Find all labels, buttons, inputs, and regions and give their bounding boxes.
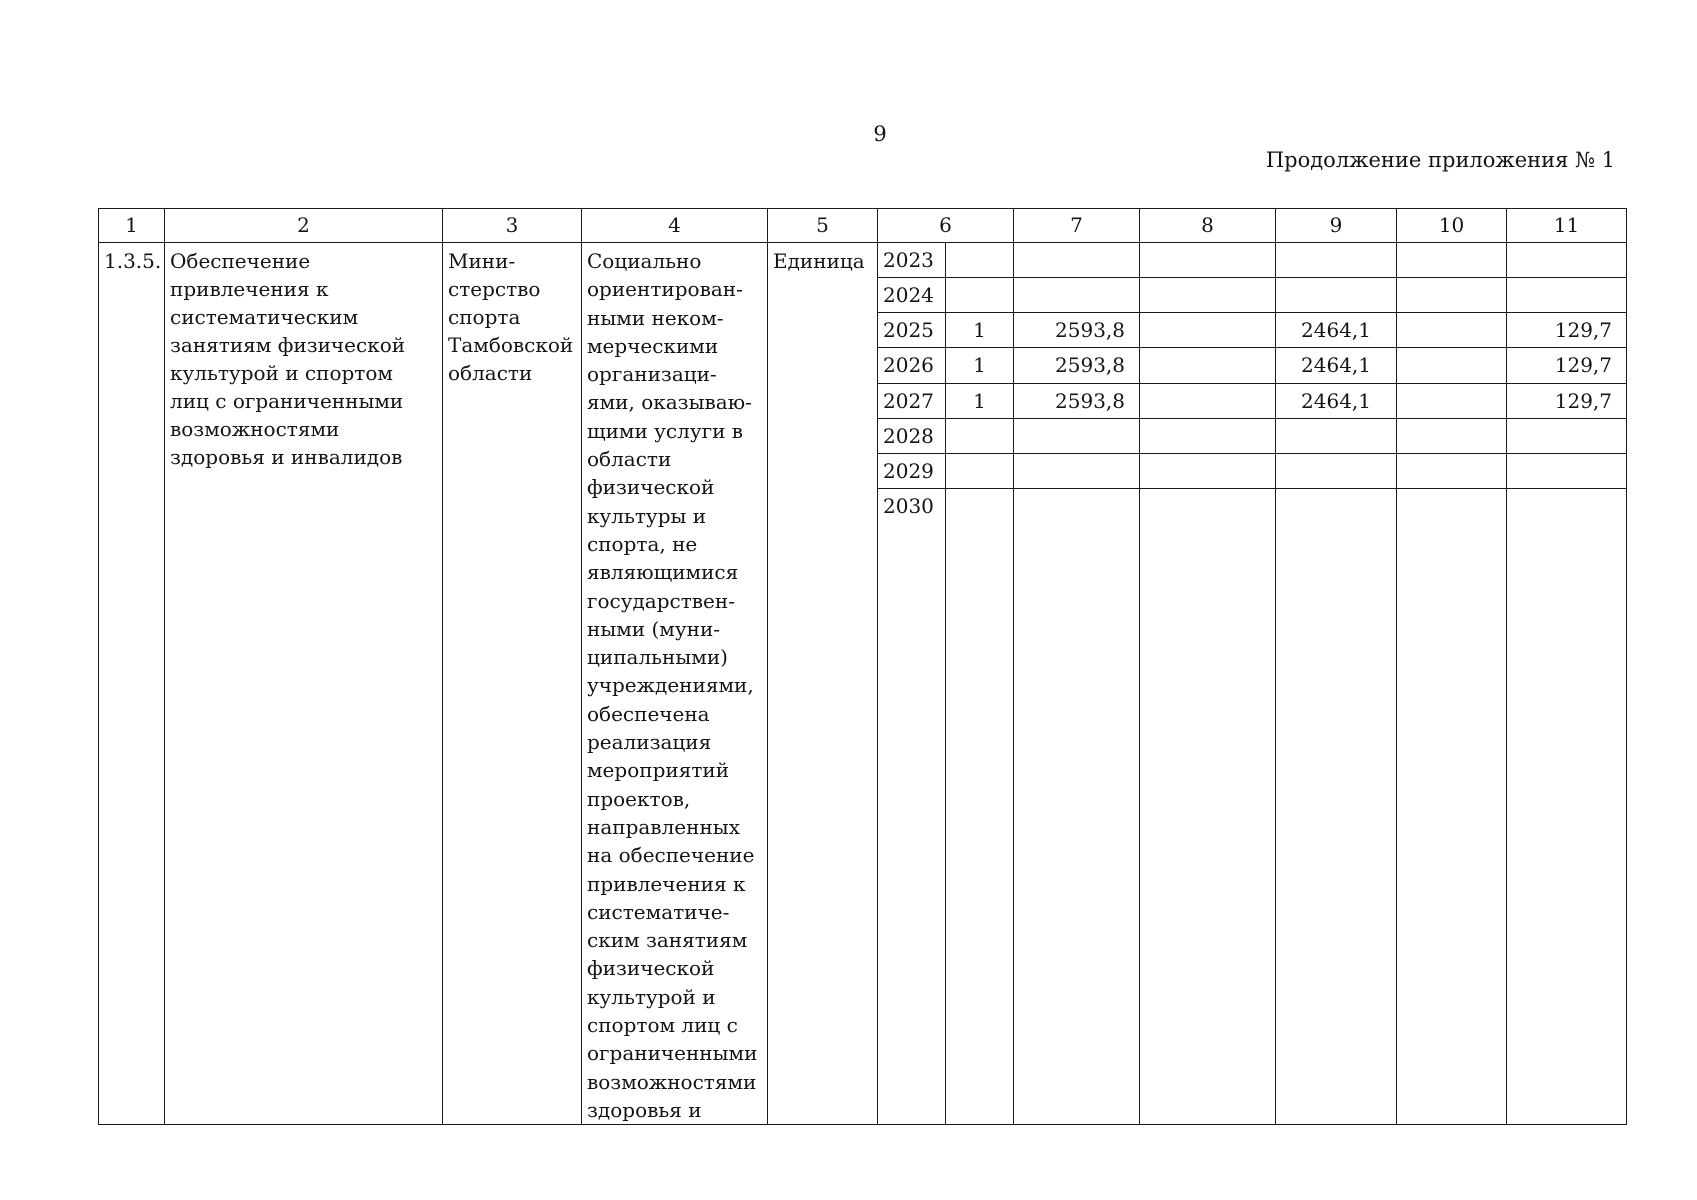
col11-cell [1507, 453, 1627, 488]
header-col-9: 9 [1276, 209, 1397, 243]
col9-cell: 2464,1 [1276, 348, 1397, 383]
year-cell: 2023 [878, 243, 946, 278]
header-col-4: 4 [582, 209, 768, 243]
col11-cell [1507, 489, 1627, 1125]
col9-cell [1276, 453, 1397, 488]
col9-cell [1276, 418, 1397, 453]
executor-name: Мини-стерство спорта Тамбовской области [443, 243, 582, 1125]
col8-cell [1140, 383, 1276, 418]
col7-cell [1014, 243, 1140, 278]
value-cell [946, 243, 1014, 278]
col8-cell [1140, 243, 1276, 278]
value-cell [946, 418, 1014, 453]
col8-cell [1140, 348, 1276, 383]
col11-cell [1507, 278, 1627, 313]
header-col-10: 10 [1397, 209, 1507, 243]
col9-cell: 2464,1 [1276, 383, 1397, 418]
col7-cell [1014, 278, 1140, 313]
result-description: Социально ориентирован-ными неком-мерческими организаци-ями, оказываю-щими услуги в области физической культуры и спорта, не являющимися государствен-ными (муни-ципальными) учреждениями, обеспечена реализация мероприятий проектов, направленных на обеспечение привлечения к систематиче-ским занятиям физической культурой и спортом лиц с ограниченными возможностями здоровья и [582, 243, 768, 1125]
year-cell: 2024 [878, 278, 946, 313]
col8-cell [1140, 313, 1276, 348]
year-cell: 2028 [878, 418, 946, 453]
col11-cell: 129,7 [1507, 313, 1627, 348]
header-row [99, 209, 1627, 243]
col10-cell [1397, 313, 1507, 348]
year-cell: 2030 [878, 489, 946, 1125]
col8-cell [1140, 489, 1276, 1125]
value-cell [946, 278, 1014, 313]
value-cell [946, 453, 1014, 488]
col9-cell: 2464,1 [1276, 313, 1397, 348]
col10-cell [1397, 383, 1507, 418]
value-cell [946, 489, 1014, 1125]
col8-cell [1140, 418, 1276, 453]
col9-cell [1276, 243, 1397, 278]
col7-cell [1014, 489, 1140, 1125]
col10-cell [1397, 243, 1507, 278]
value-cell: 1 [946, 348, 1014, 383]
col10-cell [1397, 418, 1507, 453]
value-cell: 1 [946, 383, 1014, 418]
col7-cell: 2593,8 [1014, 313, 1140, 348]
data-table [98, 208, 1627, 1125]
col10-cell [1397, 489, 1507, 1125]
page-number: 9 [873, 122, 887, 146]
header-col-8: 8 [1140, 209, 1276, 243]
col7-cell [1014, 418, 1140, 453]
col9-cell [1276, 489, 1397, 1125]
col8-cell [1140, 278, 1276, 313]
year-cell: 2027 [878, 383, 946, 418]
header-col-11: 11 [1507, 209, 1627, 243]
header-col-1: 1 [99, 209, 165, 243]
col11-cell [1507, 243, 1627, 278]
header-col-7: 7 [1014, 209, 1140, 243]
header-col-2: 2 [165, 209, 443, 243]
col10-cell [1397, 453, 1507, 488]
col7-cell [1014, 453, 1140, 488]
value-cell: 1 [946, 313, 1014, 348]
col10-cell [1397, 348, 1507, 383]
col9-cell [1276, 278, 1397, 313]
header-col-5: 5 [768, 209, 878, 243]
col11-cell: 129,7 [1507, 383, 1627, 418]
unit-name: Единица [768, 243, 878, 1125]
activity-name: Обеспечение привлечения к систематическим занятиям физической культурой и спортом лиц с ограниченными возможностями здоровья и инвалидов [165, 243, 443, 1125]
year-cell: 2025 [878, 313, 946, 348]
col11-cell [1507, 418, 1627, 453]
year-cell: 2026 [878, 348, 946, 383]
year-cell: 2029 [878, 453, 946, 488]
table-row [99, 243, 1627, 278]
col7-cell: 2593,8 [1014, 348, 1140, 383]
row-number: 1.3.5. [99, 243, 165, 1125]
header-col-6: 6 [878, 209, 1014, 243]
col8-cell [1140, 453, 1276, 488]
col10-cell [1397, 278, 1507, 313]
col7-cell: 2593,8 [1014, 383, 1140, 418]
continuation-label: Продолжение приложения № 1 [1265, 148, 1615, 172]
header-col-3: 3 [443, 209, 582, 243]
col11-cell: 129,7 [1507, 348, 1627, 383]
